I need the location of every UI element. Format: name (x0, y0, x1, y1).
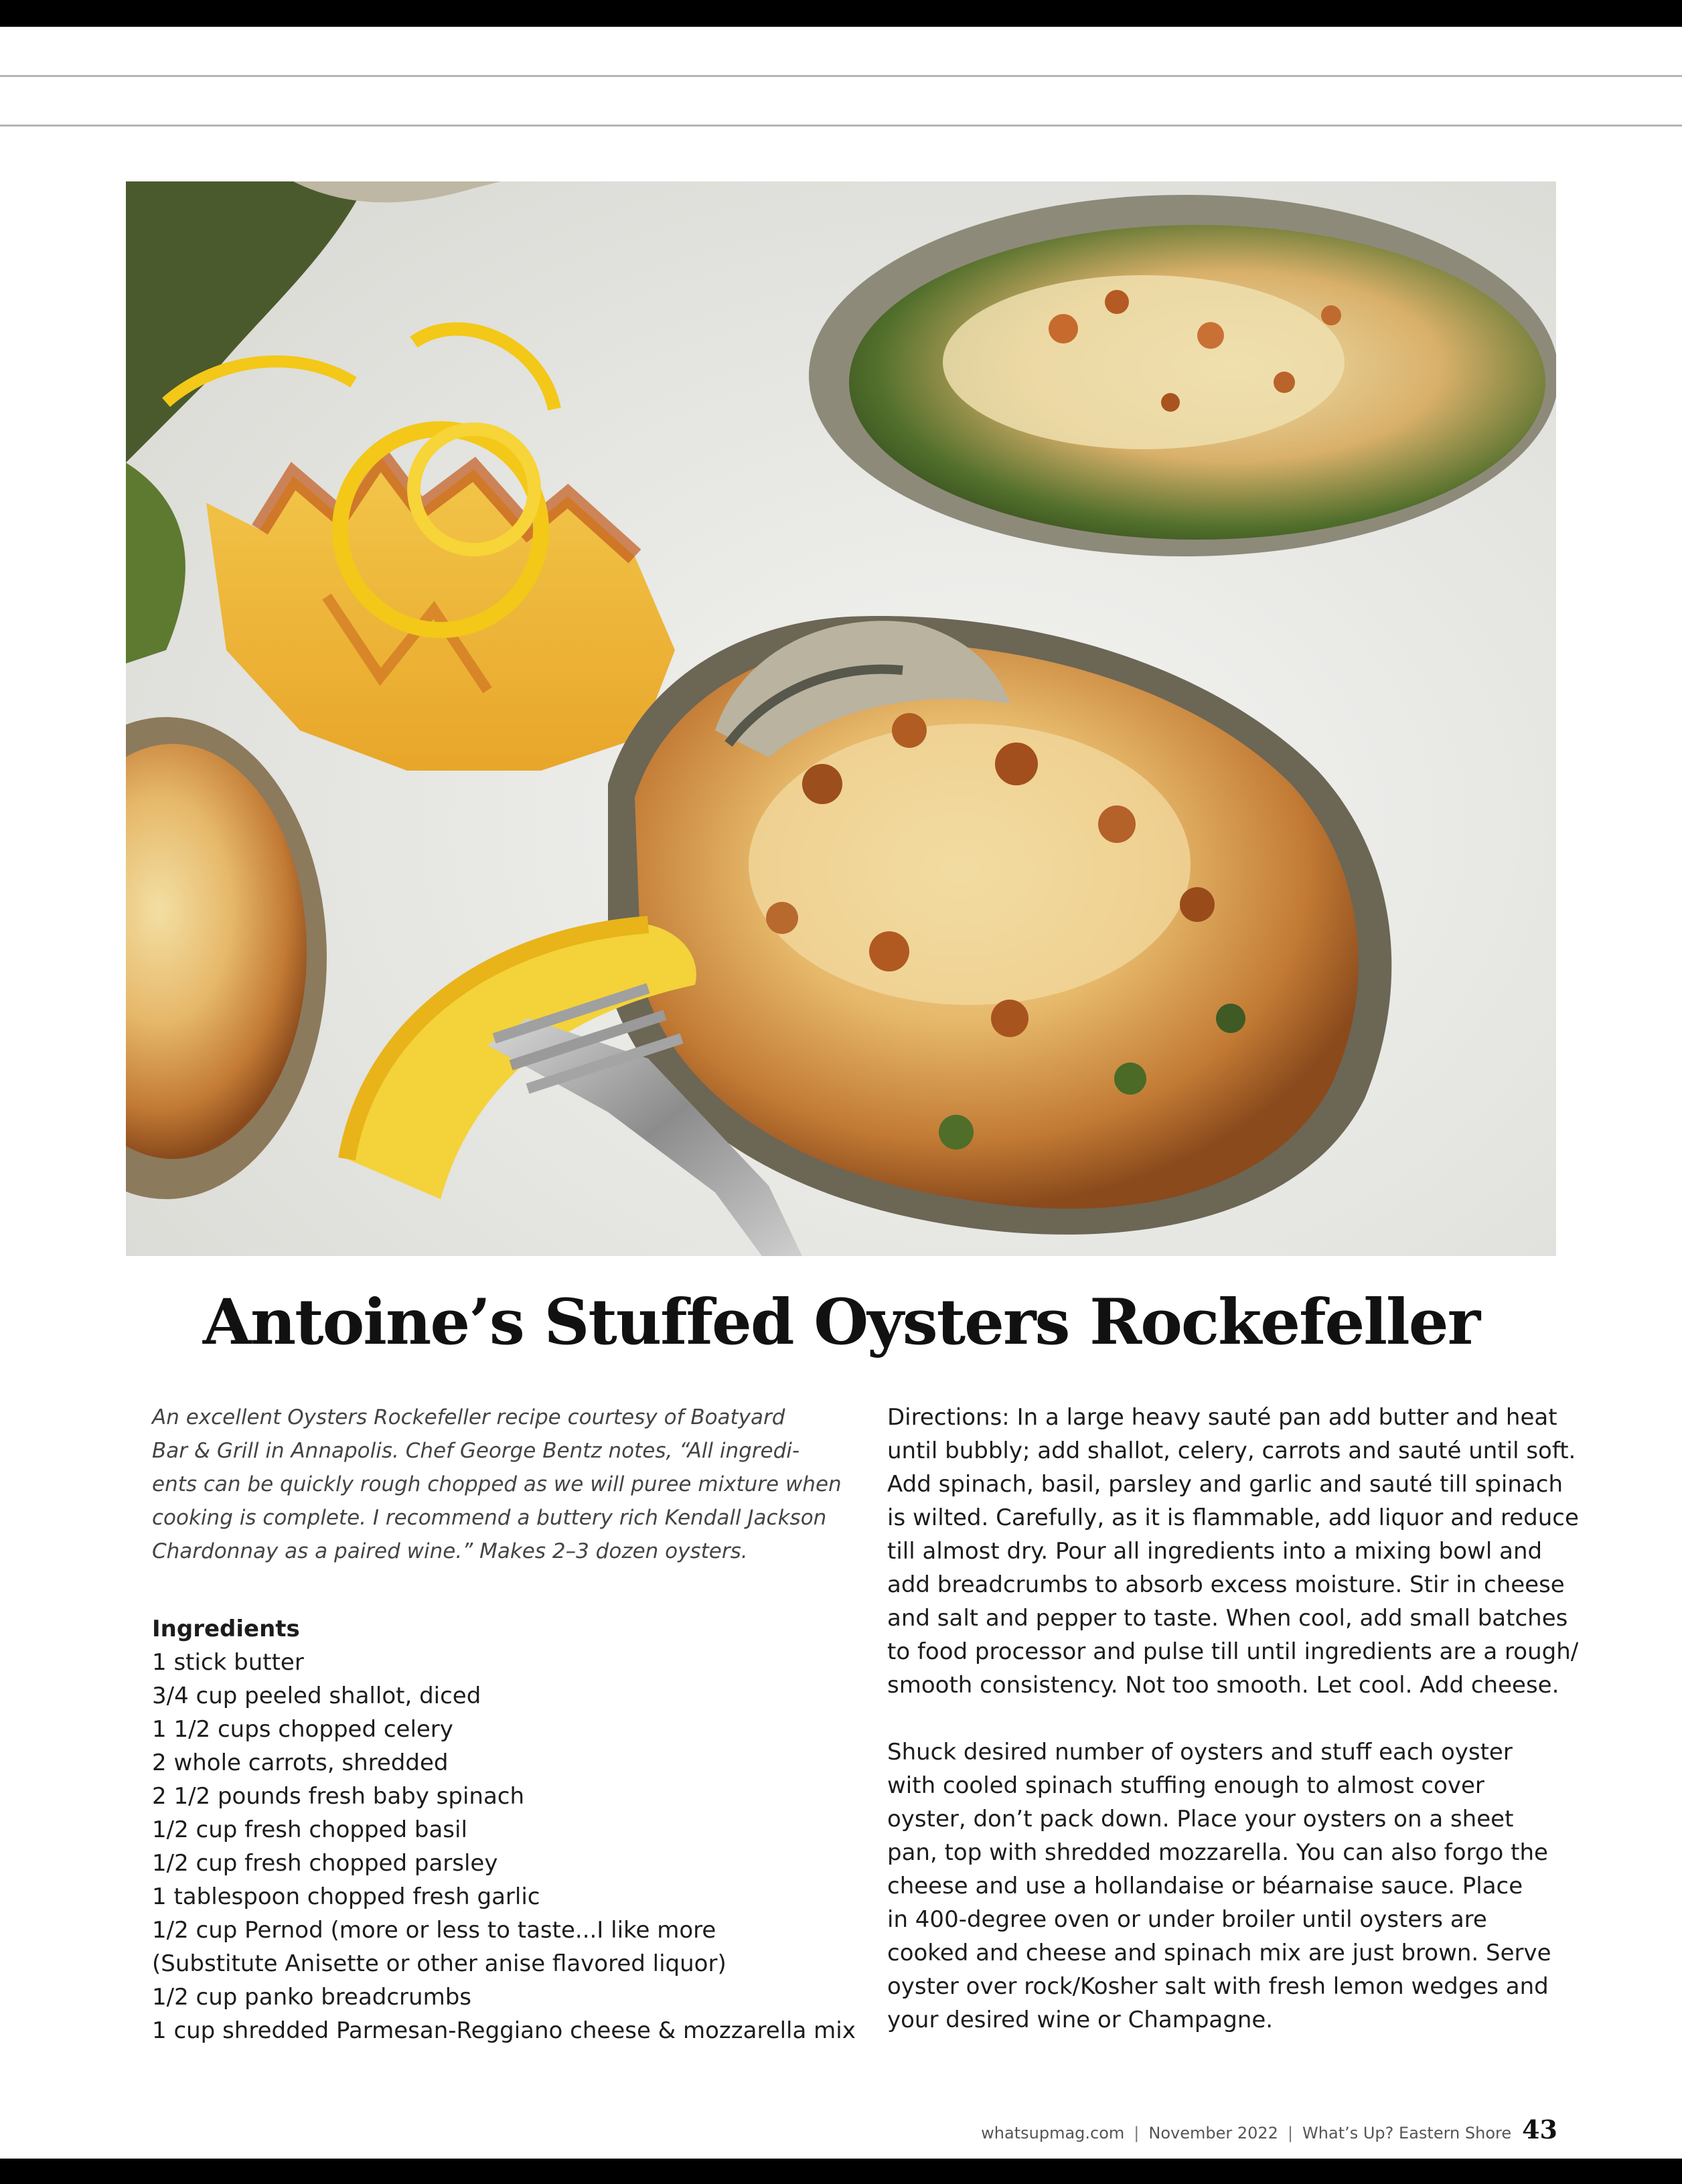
oysters-rockefeller-photo (126, 181, 1556, 1256)
directions-line: your desired wine or Champagne. (887, 2007, 1274, 2033)
directions-line: oyster, don’t pack down. Place your oysters on a sheet (887, 1806, 1514, 1832)
ingredient-item: 1/2 cup fresh chopped parsley (152, 1850, 498, 1877)
directions-line: until bubbly; add shallot, celery, carrots and sauté until soft. (887, 1437, 1576, 1464)
directions-section (887, 1401, 1579, 2037)
directions-line: till almost dry. Pour all ingredients into a mixing bowl and (887, 1538, 1543, 1565)
ingredient-item: 1 1/2 cups chopped celery (152, 1716, 453, 1743)
page-number: 43 (1522, 2114, 1557, 2144)
footer-separator: | (1134, 2124, 1140, 2142)
ingredient-item: 1 stick butter (152, 1649, 304, 1676)
directions-line: with cooled spinach stuffing enough to almost cover (887, 1772, 1484, 1799)
footer-date: November 2022 (1148, 2124, 1278, 2142)
ingredient-item: 1/2 cup Pernod (more or less to taste...I like more (152, 1917, 716, 1944)
ingredient-item: 1 tablespoon chopped fresh garlic (152, 1883, 540, 1910)
intro-line: Chardonnay as a paired wine.” Makes 2–3 dozen oysters. (152, 1539, 748, 1563)
footer-separator: | (1287, 2124, 1294, 2142)
footer-publication: What’s Up? Eastern Shore (1302, 2124, 1512, 2142)
ingredient-item: (Substitute Anisette or other anise flavored liquor) (152, 1950, 727, 1977)
ingredient-item: 1/2 cup panko breadcrumbs (152, 1984, 471, 2011)
ingredients-heading: Ingredients (152, 1616, 300, 1642)
directions-line: in 400-degree oven or under broiler until oysters are (887, 1906, 1487, 1933)
intro-line: cooking is complete. I recommend a buttery rich Kendall Jackson (152, 1506, 827, 1530)
paragraph-gap (887, 1702, 1557, 1735)
directions-line: add breadcrumbs to absorb excess moisture. Stir in cheese (887, 1571, 1565, 1598)
directions-line: cheese and use a hollandaise or béarnaise sauce. Place (887, 1873, 1523, 1899)
ingredient-item: 1 cup shredded Parmesan-Reggiano cheese & mozzarella mix (152, 2017, 856, 2044)
header-rule-bottom (0, 125, 1682, 127)
directions-line: Shuck desired number of oysters and stuff each oyster (887, 1739, 1513, 1766)
ingredient-item: 2 whole carrots, shredded (152, 1749, 449, 1776)
directions-line: is wilted. Carefully, as it is flammable, add liquor and reduce (887, 1504, 1579, 1531)
page-footer (981, 2114, 1557, 2144)
header-rule-top (0, 75, 1682, 77)
ingredients-list (152, 1646, 875, 2047)
directions-line: Add spinach, basil, parsley and garlic and sauté till spinach (887, 1471, 1563, 1498)
ingredient-item: 3/4 cup peeled shallot, diced (152, 1683, 481, 1709)
directions-line: and salt and pepper to taste. When cool, add small batches (887, 1605, 1568, 1632)
top-black-bar (0, 0, 1682, 27)
directions-line: smooth consistency. Not too smooth. Let cool. Add cheese. (887, 1672, 1559, 1699)
intro-line: ents can be quickly rough chopped as we will puree mixture when (152, 1472, 842, 1496)
intro-line: An excellent Oysters Rockefeller recipe courtesy of Boatyard (152, 1405, 785, 1429)
directions-line: to food processor and pulse till until ingredients are a rough/ (887, 1638, 1579, 1665)
footer-site-link[interactable]: whatsupmag.com (981, 2124, 1125, 2142)
ingredients-section (152, 1612, 875, 2047)
directions-line: pan, top with shredded mozzarella. You can also forgo the (887, 1839, 1548, 1866)
directions-line: oyster over rock/Kosher salt with fresh lemon wedges and (887, 1973, 1549, 2000)
bottom-black-bar (0, 2159, 1682, 2184)
recipe-title: Antoine’s Stuffed Oysters Rockefeller (202, 1285, 1480, 1359)
directions-line: cooked and cheese and spinach mix are just brown. Serve (887, 1940, 1551, 1966)
intro-line: Bar & Grill in Annapolis. Chef George Bentz notes, “All ingredi- (152, 1439, 800, 1463)
directions-line: Directions: In a large heavy sauté pan add butter and heat (887, 1404, 1557, 1431)
ingredient-item: 2 1/2 pounds fresh baby spinach (152, 1783, 525, 1810)
recipe-intro (152, 1401, 842, 1568)
ingredient-item: 1/2 cup fresh chopped basil (152, 1816, 467, 1843)
